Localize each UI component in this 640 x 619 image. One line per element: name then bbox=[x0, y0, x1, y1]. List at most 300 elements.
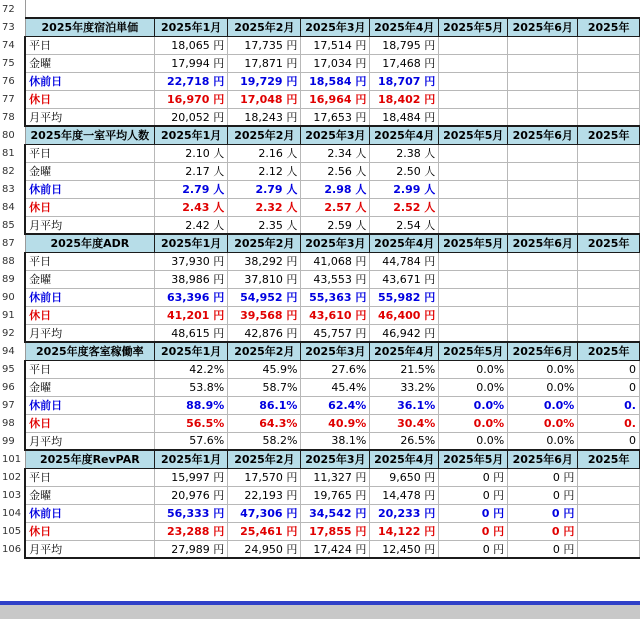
value-cell[interactable]: 0.0% bbox=[508, 378, 578, 396]
row-number[interactable]: 99 bbox=[0, 432, 25, 450]
section-header-row[interactable] bbox=[0, 342, 640, 360]
value-cell[interactable]: 48,615 円 bbox=[155, 324, 228, 342]
value-cell[interactable]: 18,065 円 bbox=[155, 36, 228, 54]
value-cell[interactable]: 2.79 人 bbox=[155, 180, 228, 198]
value-cell[interactable]: 15,997 円 bbox=[155, 468, 228, 486]
value-cell[interactable]: 9,650 円 bbox=[370, 468, 439, 486]
data-row[interactable] bbox=[0, 252, 640, 270]
value-cell[interactable]: 0 bbox=[578, 432, 640, 450]
value-cell[interactable]: 44,784 円 bbox=[370, 252, 439, 270]
value-cell[interactable]: 0 円 bbox=[439, 504, 508, 522]
month-header-cell[interactable]: 2025年3月 bbox=[301, 450, 370, 468]
value-cell[interactable] bbox=[578, 306, 640, 324]
value-cell[interactable]: 17,034 円 bbox=[301, 54, 370, 72]
value-cell[interactable]: 40.9% bbox=[301, 414, 370, 432]
row-label-cell[interactable]: 休日 bbox=[25, 198, 154, 216]
row-number[interactable]: 102 bbox=[0, 468, 25, 486]
row-label-cell[interactable]: 休前日 bbox=[25, 72, 154, 90]
month-header-cell[interactable]: 2025年 bbox=[578, 342, 640, 360]
row-number[interactable]: 87 bbox=[0, 234, 25, 252]
value-cell[interactable]: 2.99 人 bbox=[370, 180, 439, 198]
row-number[interactable]: 83 bbox=[0, 180, 25, 198]
value-cell[interactable]: 2.42 人 bbox=[155, 216, 228, 234]
empty-cell[interactable] bbox=[508, 0, 578, 18]
value-cell[interactable]: 18,243 円 bbox=[228, 108, 301, 126]
value-cell[interactable]: 18,484 円 bbox=[370, 108, 439, 126]
month-header-cell[interactable]: 2025年1月 bbox=[155, 126, 228, 144]
row-number[interactable]: 106 bbox=[0, 540, 25, 558]
value-cell[interactable]: 64.3% bbox=[228, 414, 301, 432]
data-row[interactable] bbox=[0, 396, 640, 414]
value-cell[interactable]: 17,570 円 bbox=[228, 468, 301, 486]
value-cell[interactable] bbox=[508, 180, 578, 198]
value-cell[interactable]: 2.10 人 bbox=[155, 144, 228, 162]
row-label-cell[interactable]: 休前日 bbox=[25, 396, 154, 414]
value-cell[interactable] bbox=[578, 216, 640, 234]
data-row[interactable] bbox=[0, 108, 640, 126]
value-cell[interactable] bbox=[508, 54, 578, 72]
data-row[interactable] bbox=[0, 288, 640, 306]
empty-cell[interactable] bbox=[439, 0, 508, 18]
row-label-cell[interactable]: 平日 bbox=[25, 252, 154, 270]
data-row[interactable] bbox=[0, 162, 640, 180]
data-row[interactable] bbox=[0, 432, 640, 450]
value-cell[interactable] bbox=[508, 90, 578, 108]
data-row[interactable] bbox=[0, 468, 640, 486]
section-header-row[interactable] bbox=[0, 126, 640, 144]
value-cell[interactable] bbox=[508, 108, 578, 126]
value-cell[interactable]: 0.0% bbox=[508, 360, 578, 378]
value-cell[interactable]: 41,201 円 bbox=[155, 306, 228, 324]
value-cell[interactable] bbox=[508, 36, 578, 54]
data-row[interactable] bbox=[0, 216, 640, 234]
value-cell[interactable]: 21.5% bbox=[370, 360, 439, 378]
row-number[interactable]: 105 bbox=[0, 522, 25, 540]
value-cell[interactable] bbox=[578, 108, 640, 126]
value-cell[interactable]: 2.50 人 bbox=[370, 162, 439, 180]
sheet-row[interactable] bbox=[0, 0, 640, 18]
value-cell[interactable]: 2.43 人 bbox=[155, 198, 228, 216]
row-label-cell[interactable]: 金曜 bbox=[25, 378, 154, 396]
value-cell[interactable] bbox=[439, 72, 508, 90]
row-number[interactable]: 91 bbox=[0, 306, 25, 324]
value-cell[interactable]: 45,757 円 bbox=[301, 324, 370, 342]
value-cell[interactable]: 0.0% bbox=[439, 396, 508, 414]
value-cell[interactable]: 0.0% bbox=[439, 360, 508, 378]
row-label-cell[interactable]: 休前日 bbox=[25, 180, 154, 198]
value-cell[interactable]: 0. bbox=[578, 414, 640, 432]
month-header-cell[interactable]: 2025年2月 bbox=[228, 18, 301, 36]
value-cell[interactable]: 0.0% bbox=[508, 432, 578, 450]
data-row[interactable] bbox=[0, 360, 640, 378]
value-cell[interactable]: 0.0% bbox=[439, 414, 508, 432]
value-cell[interactable] bbox=[578, 36, 640, 54]
value-cell[interactable]: 2.17 人 bbox=[155, 162, 228, 180]
value-cell[interactable] bbox=[439, 90, 508, 108]
section-title-cell[interactable]: 2025年度一室平均人数 bbox=[25, 126, 154, 144]
value-cell[interactable]: 14,122 円 bbox=[370, 522, 439, 540]
value-cell[interactable]: 58.7% bbox=[228, 378, 301, 396]
value-cell[interactable]: 19,729 円 bbox=[228, 72, 301, 90]
month-header-cell[interactable]: 2025年4月 bbox=[370, 126, 439, 144]
row-label-cell[interactable]: 金曜 bbox=[25, 270, 154, 288]
row-label-cell[interactable]: 休前日 bbox=[25, 504, 154, 522]
value-cell[interactable]: 62.4% bbox=[301, 396, 370, 414]
empty-cell[interactable] bbox=[25, 0, 154, 18]
value-cell[interactable]: 58.2% bbox=[228, 432, 301, 450]
row-label-cell[interactable]: 月平均 bbox=[25, 432, 154, 450]
month-header-cell[interactable]: 2025年5月 bbox=[439, 450, 508, 468]
value-cell[interactable] bbox=[578, 198, 640, 216]
empty-cell[interactable] bbox=[228, 0, 301, 18]
value-cell[interactable]: 2.38 人 bbox=[370, 144, 439, 162]
row-number[interactable]: 82 bbox=[0, 162, 25, 180]
data-row[interactable] bbox=[0, 540, 640, 558]
value-cell[interactable] bbox=[508, 324, 578, 342]
month-header-cell[interactable]: 2025年5月 bbox=[439, 18, 508, 36]
month-header-cell[interactable]: 2025年 bbox=[578, 450, 640, 468]
section-title-cell[interactable]: 2025年度客室稼働率 bbox=[25, 342, 154, 360]
data-row[interactable] bbox=[0, 90, 640, 108]
value-cell[interactable]: 47,306 円 bbox=[228, 504, 301, 522]
value-cell[interactable]: 38,986 円 bbox=[155, 270, 228, 288]
value-cell[interactable]: 27,989 円 bbox=[155, 540, 228, 558]
value-cell[interactable]: 37,810 円 bbox=[228, 270, 301, 288]
value-cell[interactable]: 57.6% bbox=[155, 432, 228, 450]
value-cell[interactable]: 18,402 円 bbox=[370, 90, 439, 108]
month-header-cell[interactable]: 2025年4月 bbox=[370, 342, 439, 360]
value-cell[interactable] bbox=[439, 36, 508, 54]
data-row[interactable] bbox=[0, 144, 640, 162]
month-header-cell[interactable]: 2025年 bbox=[578, 18, 640, 36]
value-cell[interactable]: 16,970 円 bbox=[155, 90, 228, 108]
month-header-cell[interactable]: 2025年5月 bbox=[439, 234, 508, 252]
value-cell[interactable] bbox=[578, 90, 640, 108]
row-number[interactable]: 96 bbox=[0, 378, 25, 396]
row-label-cell[interactable]: 月平均 bbox=[25, 324, 154, 342]
value-cell[interactable]: 37,930 円 bbox=[155, 252, 228, 270]
value-cell[interactable]: 38,292 円 bbox=[228, 252, 301, 270]
value-cell[interactable]: 0.0% bbox=[508, 396, 578, 414]
month-header-cell[interactable]: 2025年6月 bbox=[508, 234, 578, 252]
row-number[interactable]: 88 bbox=[0, 252, 25, 270]
row-label-cell[interactable]: 休日 bbox=[25, 90, 154, 108]
value-cell[interactable]: 55,982 円 bbox=[370, 288, 439, 306]
empty-cell[interactable] bbox=[370, 0, 439, 18]
value-cell[interactable]: 2.34 人 bbox=[301, 144, 370, 162]
value-cell[interactable] bbox=[578, 522, 640, 540]
value-cell[interactable]: 18,707 円 bbox=[370, 72, 439, 90]
value-cell[interactable]: 34,542 円 bbox=[301, 504, 370, 522]
row-number[interactable]: 89 bbox=[0, 270, 25, 288]
value-cell[interactable]: 14,478 円 bbox=[370, 486, 439, 504]
value-cell[interactable]: 0 bbox=[578, 360, 640, 378]
value-cell[interactable] bbox=[439, 108, 508, 126]
value-cell[interactable]: 0.0% bbox=[439, 378, 508, 396]
value-cell[interactable]: 2.59 人 bbox=[301, 216, 370, 234]
value-cell[interactable]: 42,876 円 bbox=[228, 324, 301, 342]
data-row[interactable] bbox=[0, 54, 640, 72]
value-cell[interactable]: 17,735 円 bbox=[228, 36, 301, 54]
value-cell[interactable]: 17,514 円 bbox=[301, 36, 370, 54]
row-number[interactable]: 81 bbox=[0, 144, 25, 162]
value-cell[interactable]: 36.1% bbox=[370, 396, 439, 414]
row-number[interactable]: 85 bbox=[0, 216, 25, 234]
value-cell[interactable]: 23,288 円 bbox=[155, 522, 228, 540]
empty-cell[interactable] bbox=[578, 0, 640, 18]
value-cell[interactable] bbox=[439, 198, 508, 216]
value-cell[interactable]: 39,568 円 bbox=[228, 306, 301, 324]
row-label-cell[interactable]: 金曜 bbox=[25, 54, 154, 72]
value-cell[interactable] bbox=[578, 288, 640, 306]
month-header-cell[interactable]: 2025年2月 bbox=[228, 126, 301, 144]
value-cell[interactable] bbox=[439, 144, 508, 162]
value-cell[interactable] bbox=[439, 54, 508, 72]
month-header-cell[interactable]: 2025年1月 bbox=[155, 450, 228, 468]
value-cell[interactable]: 2.98 人 bbox=[301, 180, 370, 198]
value-cell[interactable]: 86.1% bbox=[228, 396, 301, 414]
value-cell[interactable]: 45.4% bbox=[301, 378, 370, 396]
value-cell[interactable]: 16,964 円 bbox=[301, 90, 370, 108]
value-cell[interactable]: 2.12 人 bbox=[228, 162, 301, 180]
empty-cell[interactable] bbox=[155, 0, 228, 18]
value-cell[interactable]: 56.5% bbox=[155, 414, 228, 432]
value-cell[interactable]: 42.2% bbox=[155, 360, 228, 378]
value-cell[interactable]: 0 円 bbox=[439, 540, 508, 558]
value-cell[interactable] bbox=[578, 540, 640, 558]
value-cell[interactable]: 2.16 人 bbox=[228, 144, 301, 162]
value-cell[interactable]: 46,942 円 bbox=[370, 324, 439, 342]
value-cell[interactable]: 17,468 円 bbox=[370, 54, 439, 72]
value-cell[interactable]: 20,052 円 bbox=[155, 108, 228, 126]
data-row[interactable] bbox=[0, 36, 640, 54]
section-header-row[interactable] bbox=[0, 234, 640, 252]
month-header-cell[interactable]: 2025年1月 bbox=[155, 342, 228, 360]
value-cell[interactable]: 0.0% bbox=[508, 414, 578, 432]
value-cell[interactable]: 18,584 円 bbox=[301, 72, 370, 90]
value-cell[interactable]: 0 円 bbox=[439, 486, 508, 504]
value-cell[interactable]: 0. bbox=[578, 396, 640, 414]
value-cell[interactable]: 11,327 円 bbox=[301, 468, 370, 486]
value-cell[interactable]: 17,994 円 bbox=[155, 54, 228, 72]
section-header-row[interactable] bbox=[0, 450, 640, 468]
row-label-cell[interactable]: 平日 bbox=[25, 144, 154, 162]
value-cell[interactable]: 38.1% bbox=[301, 432, 370, 450]
data-row[interactable] bbox=[0, 378, 640, 396]
month-header-cell[interactable]: 2025年2月 bbox=[228, 234, 301, 252]
row-number[interactable]: 84 bbox=[0, 198, 25, 216]
data-row[interactable] bbox=[0, 522, 640, 540]
value-cell[interactable]: 43,671 円 bbox=[370, 270, 439, 288]
data-row[interactable] bbox=[0, 414, 640, 432]
value-cell[interactable] bbox=[508, 252, 578, 270]
section-title-cell[interactable]: 2025年度ADR bbox=[25, 234, 154, 252]
data-row[interactable] bbox=[0, 72, 640, 90]
data-row[interactable] bbox=[0, 324, 640, 342]
value-cell[interactable] bbox=[578, 468, 640, 486]
value-cell[interactable]: 41,068 円 bbox=[301, 252, 370, 270]
row-label-cell[interactable]: 月平均 bbox=[25, 216, 154, 234]
value-cell[interactable]: 0 円 bbox=[508, 522, 578, 540]
row-number[interactable]: 80 bbox=[0, 126, 25, 144]
row-number[interactable]: 103 bbox=[0, 486, 25, 504]
value-cell[interactable] bbox=[439, 324, 508, 342]
row-number[interactable]: 98 bbox=[0, 414, 25, 432]
month-header-cell[interactable]: 2025年6月 bbox=[508, 126, 578, 144]
value-cell[interactable]: 19,765 円 bbox=[301, 486, 370, 504]
row-number[interactable]: 92 bbox=[0, 324, 25, 342]
value-cell[interactable]: 24,950 円 bbox=[228, 540, 301, 558]
value-cell[interactable]: 17,855 円 bbox=[301, 522, 370, 540]
value-cell[interactable]: 0 円 bbox=[439, 522, 508, 540]
data-row[interactable] bbox=[0, 270, 640, 288]
value-cell[interactable]: 2.32 人 bbox=[228, 198, 301, 216]
month-header-cell[interactable]: 2025年5月 bbox=[439, 126, 508, 144]
value-cell[interactable]: 2.57 人 bbox=[301, 198, 370, 216]
value-cell[interactable]: 0 円 bbox=[439, 468, 508, 486]
value-cell[interactable] bbox=[439, 252, 508, 270]
value-cell[interactable] bbox=[578, 180, 640, 198]
row-label-cell[interactable]: 平日 bbox=[25, 360, 154, 378]
row-number[interactable]: 101 bbox=[0, 450, 25, 468]
value-cell[interactable]: 25,461 円 bbox=[228, 522, 301, 540]
value-cell[interactable]: 0 円 bbox=[508, 468, 578, 486]
month-header-cell[interactable]: 2025年3月 bbox=[301, 18, 370, 36]
row-number[interactable]: 74 bbox=[0, 36, 25, 54]
month-header-cell[interactable]: 2025年4月 bbox=[370, 18, 439, 36]
row-number[interactable]: 95 bbox=[0, 360, 25, 378]
row-number[interactable]: 90 bbox=[0, 288, 25, 306]
value-cell[interactable] bbox=[578, 162, 640, 180]
month-header-cell[interactable]: 2025年1月 bbox=[155, 234, 228, 252]
month-header-cell[interactable]: 2025年3月 bbox=[301, 342, 370, 360]
value-cell[interactable] bbox=[578, 72, 640, 90]
value-cell[interactable]: 56,333 円 bbox=[155, 504, 228, 522]
month-header-cell[interactable]: 2025年 bbox=[578, 126, 640, 144]
value-cell[interactable]: 43,610 円 bbox=[301, 306, 370, 324]
row-number[interactable]: 104 bbox=[0, 504, 25, 522]
row-label-cell[interactable]: 金曜 bbox=[25, 486, 154, 504]
value-cell[interactable] bbox=[439, 270, 508, 288]
section-header-row[interactable] bbox=[0, 18, 640, 36]
value-cell[interactable]: 30.4% bbox=[370, 414, 439, 432]
value-cell[interactable] bbox=[508, 216, 578, 234]
value-cell[interactable]: 88.9% bbox=[155, 396, 228, 414]
month-header-cell[interactable]: 2025年2月 bbox=[228, 342, 301, 360]
value-cell[interactable]: 26.5% bbox=[370, 432, 439, 450]
value-cell[interactable] bbox=[508, 144, 578, 162]
value-cell[interactable]: 0 円 bbox=[508, 486, 578, 504]
value-cell[interactable]: 17,871 円 bbox=[228, 54, 301, 72]
value-cell[interactable]: 54,952 円 bbox=[228, 288, 301, 306]
value-cell[interactable] bbox=[578, 324, 640, 342]
month-header-cell[interactable]: 2025年4月 bbox=[370, 234, 439, 252]
value-cell[interactable]: 20,976 円 bbox=[155, 486, 228, 504]
row-label-cell[interactable]: 平日 bbox=[25, 468, 154, 486]
value-cell[interactable] bbox=[439, 162, 508, 180]
month-header-cell[interactable]: 2025年3月 bbox=[301, 234, 370, 252]
value-cell[interactable] bbox=[578, 252, 640, 270]
row-number[interactable]: 97 bbox=[0, 396, 25, 414]
value-cell[interactable]: 45.9% bbox=[228, 360, 301, 378]
value-cell[interactable]: 2.79 人 bbox=[228, 180, 301, 198]
value-cell[interactable]: 17,653 円 bbox=[301, 108, 370, 126]
value-cell[interactable]: 0 bbox=[578, 378, 640, 396]
value-cell[interactable]: 33.2% bbox=[370, 378, 439, 396]
value-cell[interactable]: 0 円 bbox=[508, 540, 578, 558]
value-cell[interactable]: 0.0% bbox=[439, 432, 508, 450]
value-cell[interactable] bbox=[508, 270, 578, 288]
value-cell[interactable] bbox=[508, 288, 578, 306]
row-label-cell[interactable]: 月平均 bbox=[25, 540, 154, 558]
value-cell[interactable]: 55,363 円 bbox=[301, 288, 370, 306]
value-cell[interactable]: 2.52 人 bbox=[370, 198, 439, 216]
value-cell[interactable]: 17,424 円 bbox=[301, 540, 370, 558]
row-label-cell[interactable]: 金曜 bbox=[25, 162, 154, 180]
data-row[interactable] bbox=[0, 504, 640, 522]
value-cell[interactable]: 2.35 人 bbox=[228, 216, 301, 234]
value-cell[interactable]: 46,400 円 bbox=[370, 306, 439, 324]
month-header-cell[interactable]: 2025年2月 bbox=[228, 450, 301, 468]
month-header-cell[interactable]: 2025年6月 bbox=[508, 342, 578, 360]
value-cell[interactable]: 17,048 円 bbox=[228, 90, 301, 108]
value-cell[interactable] bbox=[439, 216, 508, 234]
row-label-cell[interactable]: 休日 bbox=[25, 414, 154, 432]
month-header-cell[interactable]: 2025年4月 bbox=[370, 450, 439, 468]
row-number[interactable]: 78 bbox=[0, 108, 25, 126]
month-header-cell[interactable]: 2025年3月 bbox=[301, 126, 370, 144]
data-row[interactable] bbox=[0, 180, 640, 198]
row-number[interactable]: 94 bbox=[0, 342, 25, 360]
data-row[interactable] bbox=[0, 306, 640, 324]
month-header-cell[interactable]: 2025年 bbox=[578, 234, 640, 252]
row-label-cell[interactable]: 休日 bbox=[25, 306, 154, 324]
row-number[interactable]: 76 bbox=[0, 72, 25, 90]
data-row[interactable] bbox=[0, 486, 640, 504]
value-cell[interactable] bbox=[578, 504, 640, 522]
value-cell[interactable]: 18,795 円 bbox=[370, 36, 439, 54]
value-cell[interactable] bbox=[578, 54, 640, 72]
value-cell[interactable] bbox=[439, 180, 508, 198]
value-cell[interactable] bbox=[578, 270, 640, 288]
section-title-cell[interactable]: 2025年度宿泊単価 bbox=[25, 18, 154, 36]
row-label-cell[interactable]: 平日 bbox=[25, 36, 154, 54]
value-cell[interactable]: 43,553 円 bbox=[301, 270, 370, 288]
month-header-cell[interactable]: 2025年6月 bbox=[508, 450, 578, 468]
value-cell[interactable]: 22,718 円 bbox=[155, 72, 228, 90]
value-cell[interactable]: 0 円 bbox=[508, 504, 578, 522]
value-cell[interactable]: 2.56 人 bbox=[301, 162, 370, 180]
row-number[interactable]: 77 bbox=[0, 90, 25, 108]
value-cell[interactable]: 2.54 人 bbox=[370, 216, 439, 234]
value-cell[interactable] bbox=[508, 72, 578, 90]
value-cell[interactable] bbox=[508, 306, 578, 324]
row-label-cell[interactable]: 休日 bbox=[25, 522, 154, 540]
value-cell[interactable] bbox=[508, 198, 578, 216]
value-cell[interactable]: 12,450 円 bbox=[370, 540, 439, 558]
value-cell[interactable]: 53.8% bbox=[155, 378, 228, 396]
empty-cell[interactable] bbox=[301, 0, 370, 18]
value-cell[interactable]: 20,233 円 bbox=[370, 504, 439, 522]
value-cell[interactable] bbox=[508, 162, 578, 180]
value-cell[interactable]: 22,193 円 bbox=[228, 486, 301, 504]
month-header-cell[interactable]: 2025年6月 bbox=[508, 18, 578, 36]
row-number[interactable]: 75 bbox=[0, 54, 25, 72]
value-cell[interactable] bbox=[439, 306, 508, 324]
row-label-cell[interactable]: 休前日 bbox=[25, 288, 154, 306]
value-cell[interactable]: 27.6% bbox=[301, 360, 370, 378]
value-cell[interactable] bbox=[439, 288, 508, 306]
